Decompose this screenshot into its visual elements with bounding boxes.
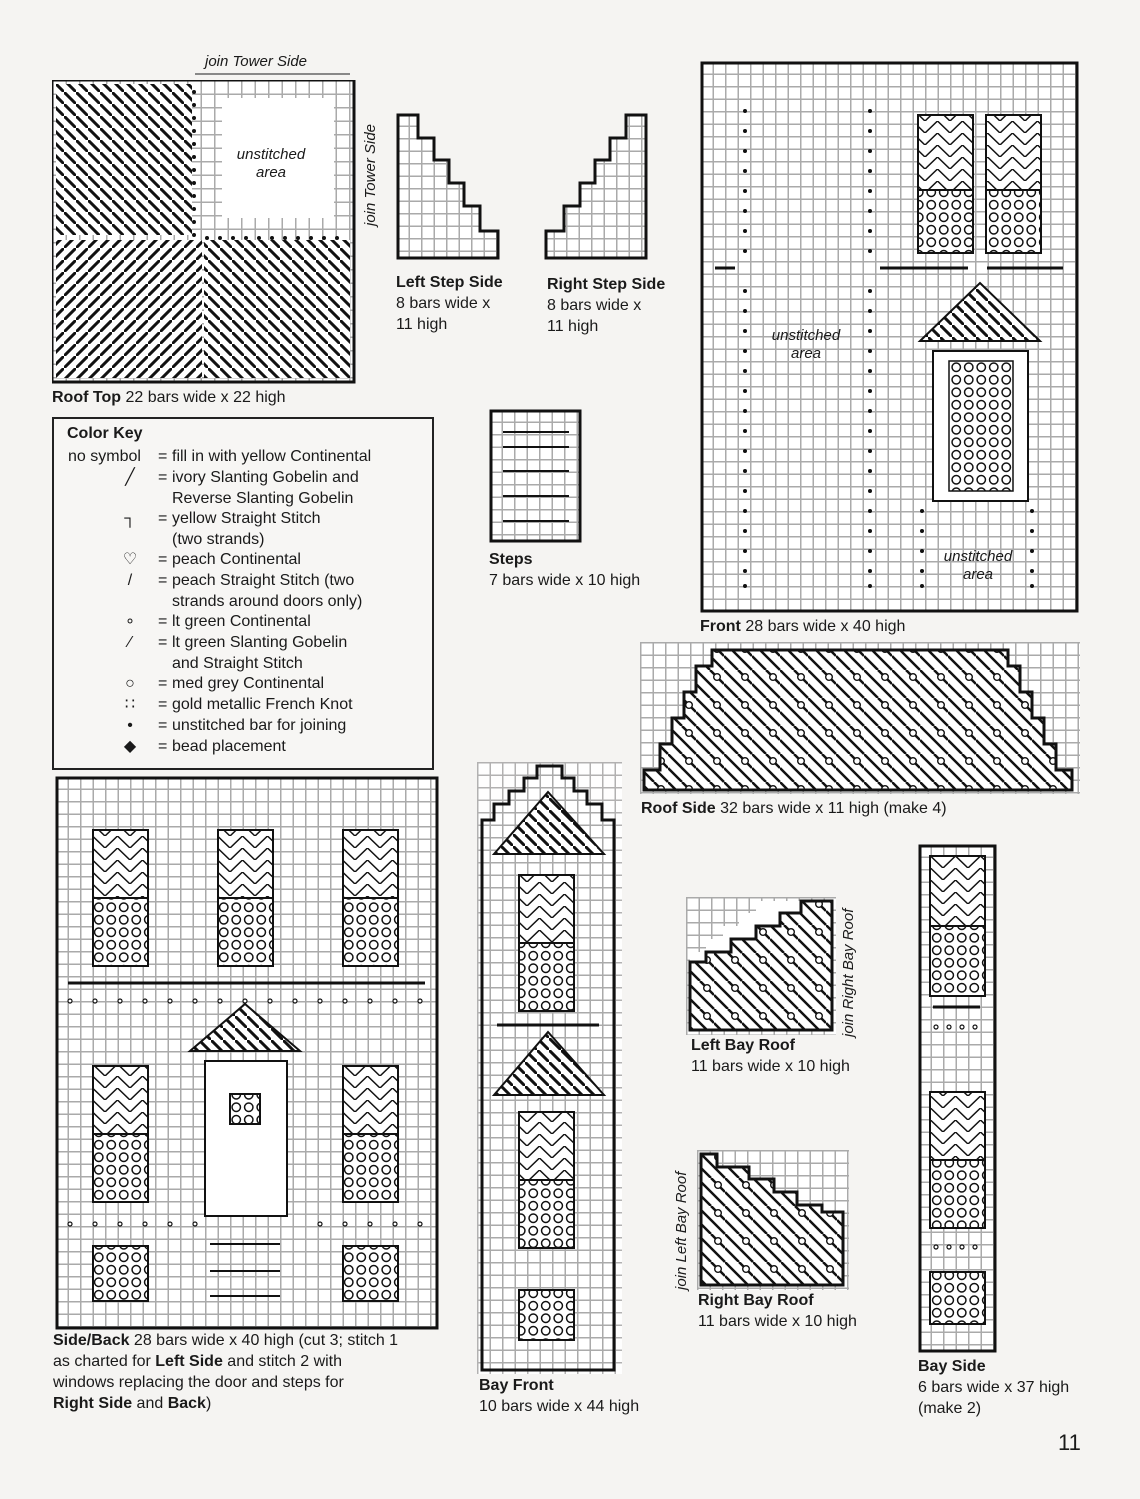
gold-knot-symbol-icon: ∷ [124, 696, 136, 713]
right-step-side-chart [541, 113, 651, 266]
steps-chart [489, 409, 584, 549]
ltgreen-gobelin-symbol-icon: ∕ [128, 634, 132, 651]
bay-front-window-3 [519, 1290, 574, 1340]
front-caption: Front 28 bars wide x 40 high [700, 618, 906, 635]
bead-symbol-icon: ◆ [123, 738, 137, 755]
left-bay-roof-caption: Left Bay Roof 11 bars wide x 10 high [691, 1037, 850, 1075]
roof-top-chart [52, 80, 357, 390]
roof-top-grid [52, 80, 357, 385]
roof-top-unstitched-label: unstitched area [236, 146, 306, 181]
side-back-caption: Side/Back 28 bars wide x 40 high (cut 3; stitch 1 as charted for Left Side and stitch 2 with windows replacing the door and steps for Right Side and Back) [53, 1332, 399, 1412]
bay-side-window-1 [930, 856, 985, 996]
join-tower-side-bracket [195, 73, 350, 75]
side-window-bottom-2 [343, 1246, 398, 1301]
yellow-straight-symbol-icon: ┐ [124, 510, 136, 527]
bay-front-caption: Bay Front 10 bars wide x 44 high [479, 1377, 640, 1415]
front-window-2 [986, 115, 1041, 253]
front-chart [700, 61, 1080, 619]
side-back-chart [55, 776, 440, 1336]
med-grey-symbol-icon: ○ [125, 675, 135, 692]
roof-top-caption: Roof Top 22 bars wide x 22 high [52, 389, 286, 406]
right-step-side-caption: Right Step Side 8 bars wide x 11 high [547, 276, 666, 335]
side-door [190, 1004, 300, 1216]
bay-front-chart [477, 762, 622, 1379]
roof-top-join-label: join Tower Side [205, 53, 308, 70]
bay-side-window-3 [930, 1272, 985, 1324]
page-number: 11 [1058, 1430, 1081, 1455]
ltgreen-continental-symbol-icon: ∘ [124, 613, 135, 630]
color-key: Color Key no symbol = fill in with yellow Continental ╱ = ivory Slanting Gobelin and Reverse Slanting Gobelin ┐ = yellow Straight Stitch (two strands) ♡ = peach Continental / = peach Straight Stitch (two strands around doors only) ∘ = lt green Continental ∕ = lt green Slanting Gobelin and Straight Stitch ○ = med grey Continental ∷ = gold metallic French Knot • = unstitched bar for joining ◆ = bead placement [52, 417, 434, 770]
peach-straight-symbol-icon: / [127, 572, 133, 589]
bay-side-window-2 [930, 1092, 985, 1228]
bay-front-window-2 [519, 1112, 574, 1248]
side-window-top-3 [343, 830, 398, 966]
color-key-title: Color Key [67, 425, 143, 442]
side-window-mid-1 [93, 1066, 148, 1202]
roof-side-chart [640, 642, 1080, 799]
side-window-bottom-1 [93, 1246, 148, 1301]
right-bay-roof-join-label: join Left Bay Roof [673, 1171, 690, 1290]
right-bay-roof-caption: Right Bay Roof 11 bars wide x 10 high [698, 1292, 857, 1330]
roof-side-caption: Roof Side 32 bars wide x 11 high (make 4) [641, 800, 947, 817]
left-step-side-chart [396, 113, 506, 266]
right-bay-roof-chart [697, 1150, 849, 1295]
roof-top-join-side-label: join Tower Side [362, 123, 379, 226]
side-window-top-2 [218, 830, 273, 966]
peach-continental-symbol-icon: ♡ [122, 551, 138, 568]
front-unstitched-label-2: unstitched area [943, 548, 1013, 583]
left-step-side-caption: Left Step Side 8 bars wide x 11 high [396, 274, 503, 333]
steps-caption: Steps 7 bars wide x 10 high [489, 551, 641, 589]
ivory-gobelin-symbol-icon: ╱ [125, 469, 135, 486]
front-unstitched-label-1: unstitched area [771, 327, 841, 362]
side-window-top-1 [93, 830, 148, 966]
bay-front-window-1 [519, 875, 574, 1011]
bay-side-chart [918, 844, 998, 1359]
bay-side-caption: Bay Side 6 bars wide x 37 high (make 2) [918, 1358, 1070, 1417]
side-window-mid-2 [343, 1066, 398, 1202]
left-bay-roof-join-label: join Right Bay Roof [840, 908, 857, 1037]
front-window-1 [918, 115, 973, 253]
left-bay-roof-chart [686, 897, 836, 1040]
unstitched-bar-symbol-icon: • [127, 717, 133, 734]
